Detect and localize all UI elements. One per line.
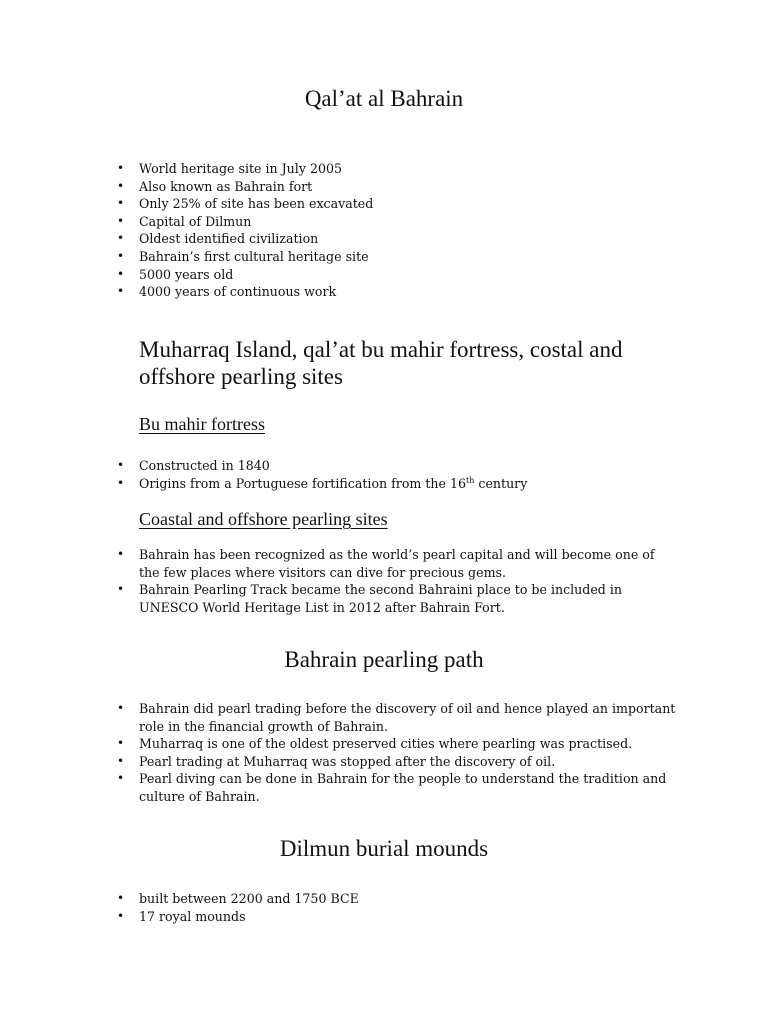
list-item: • 4000 years of continuous work (117, 284, 337, 300)
list-bu-mahir-fortress (117, 457, 679, 492)
list-item: • Muharraq is one of the oldest preserved cities where pearling was practised. (117, 736, 633, 752)
list-item: • 5000 years old (117, 266, 234, 282)
list-item: • Oldest identified civilization (117, 231, 319, 247)
bullet-icon: • (117, 196, 125, 211)
list-item: • Origins from a Portuguese fortification from the 16th century (117, 475, 528, 491)
list-item: • Bahrain did pearl trading before the discovery of oil and hence played an important role in the financial growth of Bahrain. (117, 701, 676, 734)
bullet-icon: • (117, 231, 125, 246)
bullet-icon: • (117, 178, 125, 193)
heading-qalat-al-bahrain: Qal’at al Bahrain (304, 86, 464, 111)
list-item: • 17 royal mounds (117, 908, 246, 924)
bullet-icon: • (117, 248, 125, 263)
subheading-bu-mahir-fortress: Bu mahir fortress (139, 414, 265, 434)
list-dilmun-burial-mounds (117, 890, 679, 925)
list-item: • Bahrain’s first cultural heritage site (117, 248, 369, 264)
subheading-coastal-offshore-pearling-sites: Coastal and offshore pearling sites (139, 509, 388, 529)
list-item: • Pearl trading at Muharraq was stopped after the discovery of oil. (117, 753, 556, 769)
list-bahrain-pearling-path (117, 700, 679, 806)
bullet-icon: • (117, 736, 125, 751)
bullet-icon: • (117, 771, 125, 786)
bullet-icon: • (117, 753, 125, 768)
bullet-icon: • (117, 284, 125, 299)
bullet-icon: • (117, 582, 125, 597)
list-item: • World heritage site in July 2005 (117, 161, 342, 176)
bullet-icon: • (117, 547, 125, 561)
bullet-icon: • (117, 161, 125, 175)
list-item: • Only 25% of site has been excavated (117, 196, 374, 212)
list-item: • Bahrain Pearling Track became the second Bahraini place to be included in UNESCO World Heritage List in 2012 after Bahrain Fort. (117, 582, 623, 615)
bullet-icon: • (117, 213, 125, 228)
list-coastal-pearling-sites (117, 546, 679, 616)
bullet-icon: • (117, 458, 125, 472)
list-item: • Pearl diving can be done in Bahrain for the people to understand the tradition and culture of Bahrain. (117, 771, 667, 804)
bullet-icon: • (117, 908, 125, 923)
bullet-icon: • (117, 266, 125, 281)
heading-muharraq-island: Muharraq Island, qal’at bu mahir fortress, costal and offshore pearling sites (139, 337, 623, 389)
heading-bahrain-pearling-path: Bahrain pearling path (284, 647, 484, 672)
list-qalat-al-bahrain (117, 160, 679, 301)
list-item: • Capital of Dilmun (117, 213, 252, 229)
heading-dilmun-burial-mounds: Dilmun burial mounds (279, 836, 489, 861)
list-item: • built between 2200 and 1750 BCE (117, 891, 359, 906)
list-item: • Constructed in 1840 (117, 458, 270, 473)
list-item: • Also known as Bahrain fort (117, 178, 313, 194)
list-item: • Bahrain has been recognized as the world’s pearl capital and will become one of the few places where visitors can dive for precious gems. (117, 547, 655, 580)
bullet-icon: • (117, 701, 125, 715)
bullet-icon: • (117, 475, 125, 490)
bullet-icon: • (117, 891, 125, 905)
